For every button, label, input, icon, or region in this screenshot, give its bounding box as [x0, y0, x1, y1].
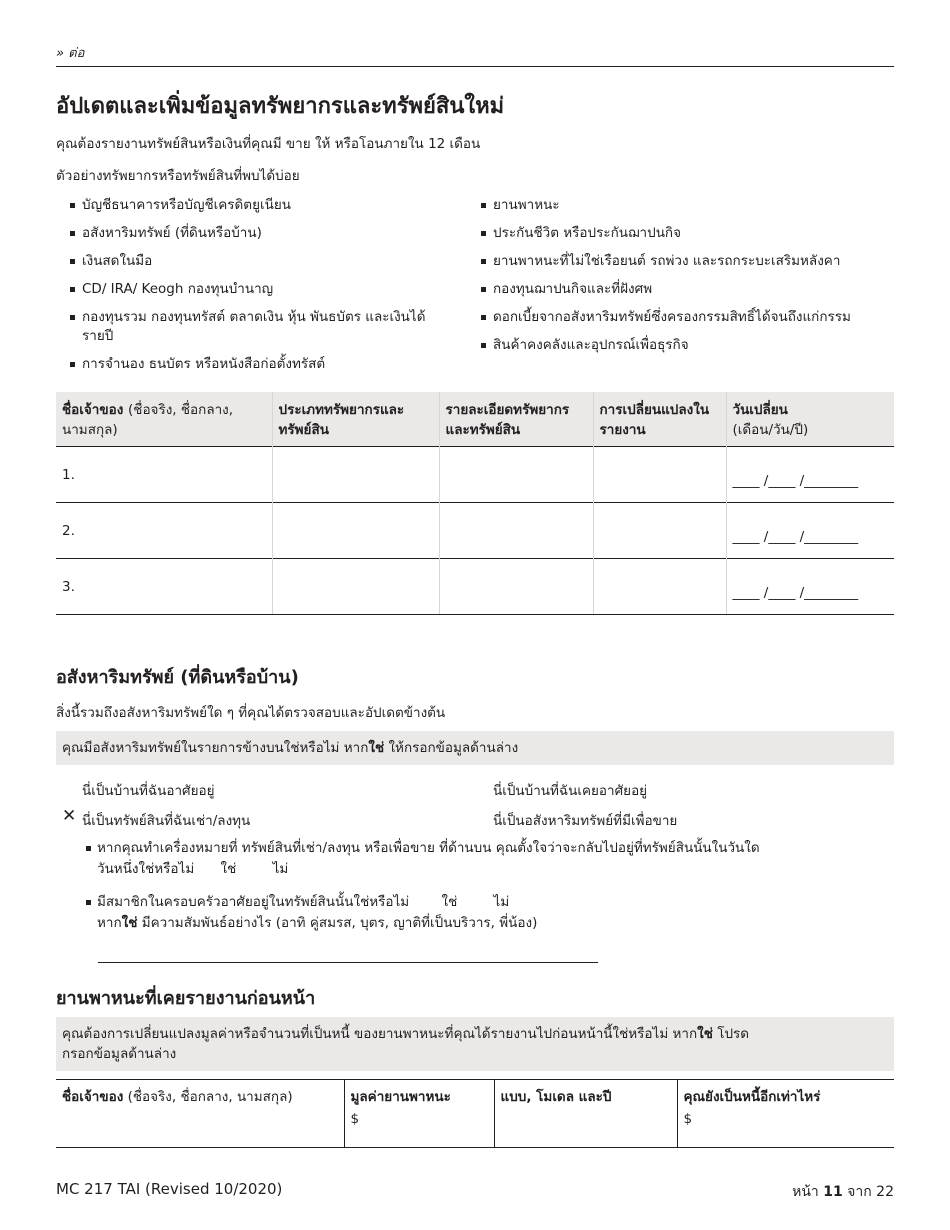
date-blank: ____ /____ /________ — [732, 473, 859, 489]
list-item: เงินสดในมือ — [68, 252, 458, 271]
row-number: 1. — [62, 467, 75, 483]
resource-type-cell[interactable] — [272, 447, 439, 503]
page-number: หน้า 11 จาก 22 — [792, 1184, 894, 1200]
list-item: ประกันชีวิต หรือประกันฌาปนกิจ — [479, 224, 894, 243]
option-home-i-used-to-live-in[interactable]: นี่เป็นบ้านที่ฉันเคยอาศัยอยู่ — [493, 783, 648, 799]
owner-cell[interactable] — [56, 559, 272, 615]
table-row — [56, 559, 894, 615]
examples-list-right — [479, 196, 894, 364]
option-home-i-live-in[interactable]: นี่เป็นบ้านที่ฉันอาศัยอยู่ — [82, 783, 215, 799]
vehicles-table — [56, 1079, 894, 1148]
change-date-cell[interactable] — [726, 447, 894, 503]
row-number: 2. — [62, 523, 75, 539]
family-member-question: มีสมาชิกในครอบครัวอาศัยอยู่ในทรัพย์สินนั้นใช่หรือไม่ ใช่ ไม่ หากใช่ มีความสัมพันธ์อย่างไร (อาทิ คู่สมรส, บุตร, ญาติที่เป็นบริวาร, พี่น้อง) — [86, 892, 537, 934]
list-item: สินค้าคงคลังและอุปกรณ์เพื่อธุรกิจ — [479, 336, 894, 355]
list-item: กองทุนรวม กองทุนทรัสต์ ตลาดเงิน หุ้น พันธบัตร และเงินได้รายปี — [68, 308, 432, 346]
vehicles-heading: ยานพาหนะที่เคยรายงานก่อนหน้า — [56, 988, 316, 1009]
row-number: 3. — [62, 579, 75, 595]
bullet-icon — [86, 846, 91, 851]
intro-text: คุณต้องรายงานทรัพย์สินหรือเงินที่คุณมี ขาย ให้ หรือโอนภายใน 12 เดือน — [56, 136, 481, 152]
header-resource-details: รายละเอียดทรัพยากรและทรัพย์สิน — [439, 392, 593, 447]
vehicle-value-cell[interactable]: มูลค่ายานพาหนะ $ — [344, 1080, 494, 1148]
bullet-icon — [86, 900, 91, 905]
list-item: ยานพาหนะที่ไม่ใช่เรือยนต์ รถพ่วง และรถกระบะเสริมหลังคา — [479, 252, 894, 271]
return-to-property-question: หากคุณทำเครื่องหมายที่ ทรัพย์สินที่เช่า/ลงทุน หรือเพื่อขาย ที่ด้านบน คุณตั้งใจว่าจะกลับไปอยู่ที่ทรัพย์สินนั้นในวันใด วันหนึ่งใช่หรือไม่ ใช่ ไม่ — [86, 838, 760, 880]
checked-x-icon: ✕ — [62, 806, 77, 826]
continued-label: » ต่อ — [56, 42, 894, 67]
no-option[interactable]: ไม่ — [272, 861, 289, 877]
resource-details-cell[interactable] — [439, 447, 593, 503]
header-report-change: การเปลี่ยนแปลงในรายงาน — [593, 392, 726, 447]
real-estate-question: คุณมีอสังหาริมทรัพย์ในรายการข้างบนใช่หรือไม่ หากใช่ ให้กรอกข้อมูลด้านล่าง — [56, 731, 894, 765]
report-change-cell[interactable] — [593, 503, 726, 559]
report-change-cell[interactable] — [593, 447, 726, 503]
real-estate-description: สิ่งนี้รวมถึงอสังหาริมทรัพย์ใด ๆ ที่คุณได้ตรวจสอบและอัปเดตข้างต้น — [56, 705, 446, 721]
page-title: อัปเดตและเพิ่มข้อมูลทรัพยากรและทรัพย์สินใหม่ — [56, 94, 505, 119]
vehicle-make-model-cell[interactable]: แบบ, โมเดล และปี — [494, 1080, 677, 1148]
table-row — [56, 447, 894, 503]
list-item: CD/ IRA/ Keogh กองทุนบำนาญ — [68, 280, 458, 299]
relationship-answer-line[interactable] — [98, 962, 598, 963]
resource-type-cell[interactable] — [272, 503, 439, 559]
examples-list-left — [68, 196, 458, 383]
list-item: บัญชีธนาคารหรือบัญชีเครดิตยูเนียน — [68, 196, 458, 215]
yes-option[interactable]: ใช่ — [220, 861, 237, 877]
header-resource-type: ประเภททรัพยากรและทรัพย์สิน — [272, 392, 439, 447]
header-change-date: วันเปลี่ยน (เดือน/วัน/ปี) — [726, 392, 894, 447]
vehicles-question: คุณต้องการเปลี่ยนแปลงมูลค่าหรือจำนวนที่เป็นหนี้ ของยานพาหนะที่คุณได้รายงานไปก่อนหน้านี้ใช่หรือไม่ หากใช่ โปรด กรอกข้อมูลด้านล่าง — [56, 1017, 894, 1071]
list-item: การจำนอง ธนบัตร หรือหนังสือก่อตั้งทรัสต์ — [68, 355, 458, 374]
list-item: ยานพาหนะ — [479, 196, 894, 215]
owner-cell[interactable] — [56, 447, 272, 503]
option-rental-investment-property[interactable]: นี่เป็นทรัพย์สินที่ฉันเช่า/ลงทุน — [82, 813, 251, 829]
table-row — [56, 503, 894, 559]
table-header-row — [56, 392, 894, 447]
no-option[interactable]: ไม่ — [493, 894, 510, 910]
examples-label: ตัวอย่างทรัพยากรหรือทรัพย์สินที่พบได้บ่อย — [56, 168, 300, 184]
resource-details-cell[interactable] — [439, 503, 593, 559]
resource-type-cell[interactable] — [272, 559, 439, 615]
owner-cell[interactable] — [56, 503, 272, 559]
header-owner: ชื่อเจ้าของ (ชื่อจริง, ชื่อกลาง, นามสกุล) — [56, 392, 272, 447]
date-blank: ____ /____ /________ — [732, 585, 859, 601]
table-row — [56, 1080, 894, 1148]
list-item: อสังหาริมทรัพย์ (ที่ดินหรือบ้าน) — [68, 224, 458, 243]
form-id: MC 217 TAI (Revised 10/2020) — [56, 1180, 283, 1198]
list-item: กองทุนฌาปนกิจและที่ฝังศพ — [479, 280, 894, 299]
resources-table — [56, 392, 894, 615]
list-item: ดอกเบี้ยจากอสังหาริมทรัพย์ซึ่งครองกรรมสิทธิ์ได้จนถึงแก่กรรม — [479, 308, 883, 327]
resource-details-cell[interactable] — [439, 559, 593, 615]
change-date-cell[interactable] — [726, 503, 894, 559]
option-property-for-sale[interactable]: นี่เป็นอสังหาริมทรัพย์ที่มีเพื่อขาย — [493, 813, 678, 829]
change-date-cell[interactable] — [726, 559, 894, 615]
real-estate-heading: อสังหาริมทรัพย์ (ที่ดินหรือบ้าน) — [56, 667, 299, 688]
date-blank: ____ /____ /________ — [732, 529, 859, 545]
vehicle-amount-owed-cell[interactable]: คุณยังเป็นหนี้อีกเท่าไหร่ $ — [677, 1080, 894, 1148]
yes-option[interactable]: ใช่ — [441, 894, 458, 910]
currency-symbol: $ — [683, 1111, 693, 1127]
currency-symbol: $ — [350, 1111, 360, 1127]
vehicle-owner-cell[interactable]: ชื่อเจ้าของ (ชื่อจริง, ชื่อกลาง, นามสกุล) — [56, 1080, 344, 1148]
report-change-cell[interactable] — [593, 559, 726, 615]
